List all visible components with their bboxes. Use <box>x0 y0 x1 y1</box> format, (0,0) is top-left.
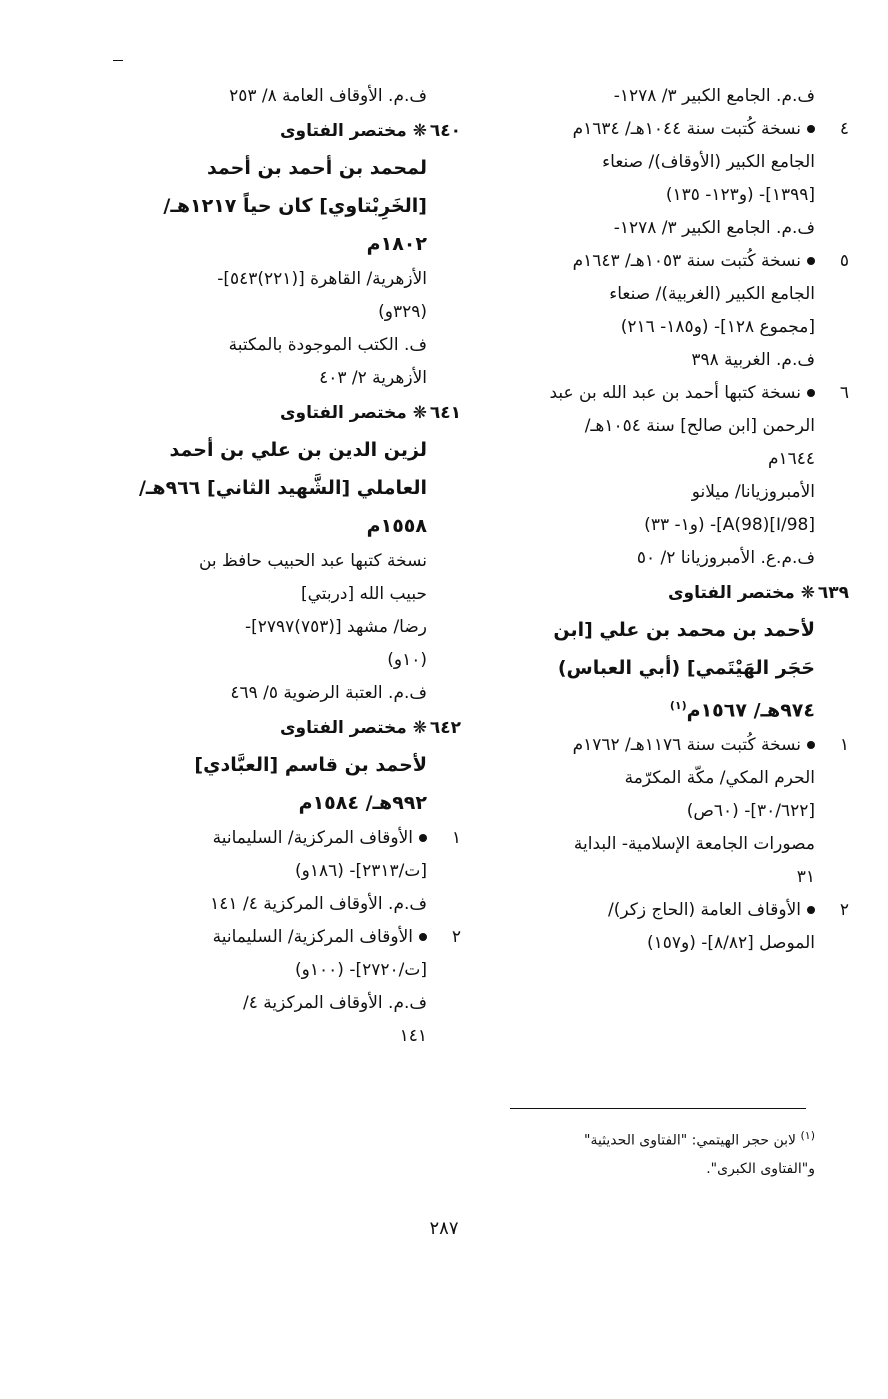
entry-heading-639 <box>470 575 849 611</box>
reference-line: الأزهرية ٢/ ٤٠٣ <box>319 368 427 388</box>
right-column <box>470 80 849 960</box>
item-line: ٣١ <box>796 867 815 888</box>
item-line: رضا/ مشهد [(٧٥٣)٢٧٩٧]- <box>244 617 427 637</box>
bullet-icon <box>807 125 815 133</box>
entry-number: ٦٤١ <box>429 403 461 423</box>
bullet-icon <box>419 933 427 941</box>
manuscript-item-5 <box>470 245 849 377</box>
manuscript-item-1 <box>470 729 849 894</box>
bullet-icon <box>807 389 815 397</box>
reference-line: ف.م.ع. الأمبروزيانا ٢/ ٥٠ <box>636 548 815 568</box>
entry-heading-640 <box>82 113 461 149</box>
item-number: ٤ <box>839 119 849 139</box>
item-line: الأوقاف المركزية/ السليمانية <box>212 927 413 947</box>
author-dates: ٩٩٢هـ/ ١٥٨٤م <box>298 792 427 814</box>
star-icon: ❋ <box>800 583 815 603</box>
author-line: [الخَرِبْتاوي] كان حياً ١٢١٧هـ/ <box>163 195 427 217</box>
entry-title: مختصر الفتاوى <box>667 583 795 603</box>
item-line: الرحمن [ابن صالح] سنة ١٠٥٤هـ/ <box>584 416 815 436</box>
reference-line: ١٤١ <box>399 1026 427 1046</box>
manuscript-item-4 <box>470 113 849 245</box>
reference-line: ف.م. الأوقاف المركزية ٤/ <box>242 993 427 1013</box>
footnote-ref[interactable]: (١) <box>669 699 687 712</box>
author-line: حَجَر الهَيْتَمي] (أبي العباس) <box>557 657 815 679</box>
item-line: [١٣٩٩]- (و١٢٣- ١٣٥) <box>665 185 815 205</box>
reference-line: ف.م. الجامع الكبير ٣/ ١٢٧٨- <box>613 218 815 238</box>
bullet-icon <box>807 906 815 914</box>
item-number: ٢ <box>451 927 461 947</box>
reference-line: ف. الكتب الموجودة بالمكتبة <box>228 335 427 355</box>
author-line: لزين الدين بن علي بن أحمد <box>169 439 427 461</box>
item-line: (١٠و) <box>387 650 427 670</box>
reference-line: ف.م. الغربية ٣٩٨ <box>691 350 815 370</box>
item-line: (٣٢٩و) <box>378 302 427 322</box>
item-line: [٣٠/٦٢٢]- (٦٠ص) <box>686 801 815 822</box>
star-icon: ❋ <box>412 121 427 141</box>
manuscript-item-1 <box>82 822 461 921</box>
entry-title: مختصر الفتاوى <box>279 403 407 423</box>
item-line: الجامع الكبير (الأوقاف)/ صنعاء <box>602 152 815 172</box>
footnote-divider <box>510 1108 806 1109</box>
item-line: الأمبروزيانا/ ميلانو <box>691 482 815 502</box>
footnote-text: و"الفتاوى الكبرى". <box>706 1160 815 1177</box>
item-line: [98/I](98)A]- (و١- ٣٣) <box>644 515 815 535</box>
bullet-icon <box>807 257 815 265</box>
entry-title: مختصر الفتاوى <box>279 121 407 141</box>
item-line: مصورات الجامعة الإسلامية- البداية <box>573 834 815 855</box>
item-line: الحرم المكي/ مكّة المكرّمة <box>624 768 815 789</box>
author-dates: ٩٧٤هـ/ ١٥٦٧م <box>686 699 815 722</box>
item-line: [مجموع ١٢٨]- (و١٨٥- ٢١٦) <box>620 317 815 337</box>
reference-line: ف.م. الأوقاف المركزية ٤/ ١٤١ <box>210 894 427 914</box>
item-line: نسخة كُتبت سنة ١٠٥٣هـ/ ١٦٤٣م <box>572 251 801 271</box>
item-line: الأزهرية/ القاهرة [(٢٢١)٥٤٣]- <box>217 269 427 289</box>
item-line: ١٦٤٤م <box>767 449 815 469</box>
reference-line: ف.م. الجامع الكبير ٣/ ١٢٧٨- <box>613 86 815 106</box>
entry-number: ٦٤٠ <box>429 121 461 141</box>
manuscript-item-2 <box>82 921 461 1053</box>
entry-number: ٦٣٩ <box>817 583 849 603</box>
reference-line: ف.م. الأوقاف العامة ٨/ ٢٥٣ <box>229 86 427 106</box>
footnote-text: لابن حجر الهيتمي: "الفتاوى الحديثية" <box>584 1132 797 1149</box>
item-number: ٦ <box>839 383 849 403</box>
entry-heading-641 <box>82 395 461 431</box>
item-line: [ت/٢٧٢٠]- (١٠٠و) <box>295 960 427 980</box>
author-line: لمحمد بن أحمد بن أحمد <box>206 157 427 179</box>
author-dates: ١٨٠٢م <box>366 233 427 255</box>
star-icon: ❋ <box>412 403 427 423</box>
page-number: ٢٨٧ <box>429 1218 459 1239</box>
item-number: ١ <box>451 828 461 848</box>
item-line: حبيب الله [دربتي] <box>301 584 427 604</box>
entry-number: ٦٤٢ <box>429 718 461 738</box>
item-line: الأوقاف العامة (الحاج زكر)/ <box>608 900 801 921</box>
manuscript-item-2 <box>470 894 849 960</box>
author-line: العاملي [الشَّهيد الثاني] ٩٦٦هـ/ <box>138 477 427 499</box>
top-mark <box>113 60 123 61</box>
item-line: الأوقاف المركزية/ السليمانية <box>212 828 413 848</box>
item-line: نسخة كتبها عبد الحبيب حافظ بن <box>198 551 427 571</box>
author-dates: ١٥٥٨م <box>366 515 427 537</box>
item-number: ٢ <box>839 900 849 921</box>
star-icon: ❋ <box>412 718 427 738</box>
item-number: ١ <box>839 735 849 756</box>
item-line: الموصل [٨/٨٢]- (و١٥٧) <box>646 933 815 954</box>
manuscript-item-6 <box>470 377 849 575</box>
footnotes <box>470 1122 815 1183</box>
entry-heading-642 <box>82 710 461 746</box>
item-line: نسخة كُتبت سنة ١٠٤٤هـ/ ١٦٣٤م <box>572 119 801 139</box>
item-number: ٥ <box>839 251 849 271</box>
item-line: الجامع الكبير (الغربية)/ صنعاء <box>609 284 815 304</box>
item-line: نسخة كتبها أحمد بن عبد الله بن عبد <box>549 383 801 403</box>
bullet-icon <box>419 834 427 842</box>
footnote-marker: (١) <box>800 1129 815 1142</box>
bullet-icon <box>807 741 815 749</box>
reference-line: ف.م. العتبة الرضوية ٥/ ٤٦٩ <box>230 683 427 703</box>
left-column <box>82 80 461 1053</box>
item-line: [ت/٢٣١٣]- (١٨٦و) <box>295 861 427 881</box>
entry-title: مختصر الفتاوى <box>279 718 407 738</box>
item-line: نسخة كُتبت سنة ١١٧٦هـ/ ١٧٦٢م <box>572 735 801 756</box>
author-line: لأحمد بن محمد بن علي [ابن <box>553 619 815 641</box>
author-line: لأحمد بن قاسم [العبَّادي] <box>194 754 427 776</box>
